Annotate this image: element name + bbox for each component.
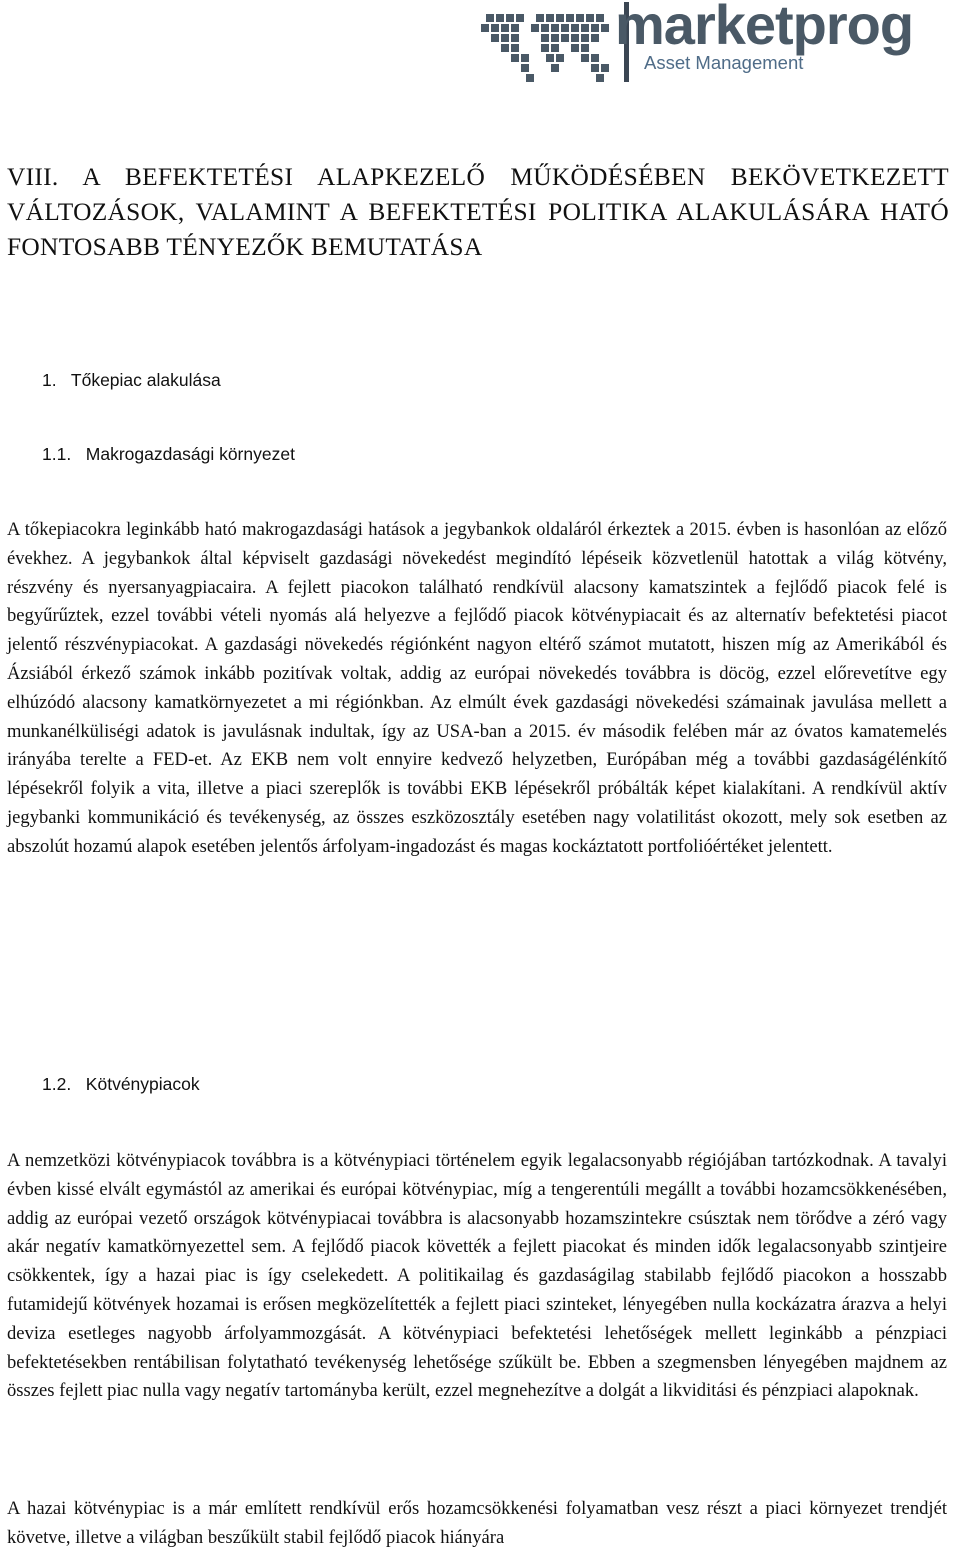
logo-subtitle: Asset Management (644, 52, 804, 73)
section-heading-1-1 (42, 444, 295, 465)
section-number: 1.2. (42, 1074, 72, 1094)
company-logo (478, 0, 956, 88)
paragraph-macro: A tőkepiacokra leginkább ható makrogazdasági hatások a jegybankok oldaláról érkeztek a 2015. évben is hasonlóan az előző évekhez. A jegybankok által képviselt gazdasági növekedést megindító lépéseik közvetlenül hatottak a világ kötvény, részvény és nyersanyagpiacaira. A fejlett piacokon található rendkívül alacsony kamatszintek a fejlődő piacok felé is begyűrűztek, ezzel további vételi nyomás alá helyezve a fejlődő piacok kötvénypiacait és az alternatív befektetési piacot jelentő részvénypiacokat. A gazdasági növekedés régiónként nagyon eltérő számot mutatott, hiszen míg az Amerikából és Ázsiából érkező számok inkább pozitívak voltak, addig az európai növekedés továbbra is döcög, ezzel előrevetítve egy elhúzódó alacsony kamatkörnyezetet a mi régiónkban. Az elmúlt évek gazdasági növekedési számainak javulása mellett a munkanélküliségi adatok is javulásnak indultak, így az USA-ban a 2015. év második felében már az óvatos kamatemelés irányába terelte a FED-et. Az EKB nem volt ennyire kedvező helyzetben, Európában még a további gazdaságélénkítő lépésekről folyik a vita, illetve a piaci szereplők is további EKB lépésekről próbálták képet kialakítani. A rendkívül aktív jegybanki kommunikáció és tevékenység, az összes eszközosztály esetében nagy volatilitást okozott, mely sok esetben az abszolút hozamú alapok esetében jelentős árfolyam-ingadozást és magas kockáztatott portfolióértéket jelentett. (7, 519, 947, 857)
paragraph-bonds: A nemzetközi kötvénypiacok továbbra is a kötvénypiaci történelem egyik legalacsonyabb régiójában tartózkodnak. A tavalyi évben kissé elvált egymástól az amerikai és európai kötvénypiac, míg a tengerentúli megállt a további hozamcsökkenésében, addig az európai vezető országok kötvénypiacai továbbra is alacsonyabb hozamszintekre csúsztak nem törődve a zéró vagy akár negatív kamatkörnyezettel sem. A fejlődő piacok követték a fejlett piacokat és minden idők legalacsonyabb szintjeire csökkentek, így a hazai piac is így cselekedett. A politikailag és gazdaságilag stabilabb fejlődő piacokon a hosszabb futamidejű kötvények hozamai is erősen megközelítették a fejlett piaci szinteket, lényegében nulla kockázatra árazva a helyi deviza esetleges nagyobb árfolyammozgását. A kötvénypiaci befektetési lehetőségek mellett leginkább a pénzpiaci befektetésekben rentábilisan folytatható tevékenység lehetősége szűkült be. Ebben a szegmensben lényegében majdnem az összes fejlett piac nulla vagy negatív tartományba került, ezzel megnehezítve a dolgát a likviditási és pénzpiaci alapoknak. (7, 1150, 947, 1402)
chapter-title: VIII. A BEFEKTETÉSI ALAPKEZELŐ MŰKÖDÉSÉBEN BEKÖVETKEZETT VÁLTOZÁSOK, VALAMINT A BEFEKTETÉSI POLITIKA ALAKULÁSÁRA HATÓ FONTOSABB TÉNYEZŐK BEMUTATÁSA (7, 163, 949, 261)
world-map-dots-icon (478, 0, 618, 88)
section-number: 1. (42, 370, 57, 390)
section-heading-1 (42, 370, 221, 391)
section-number: 1.1. (42, 444, 72, 464)
section-heading-1-2 (42, 1074, 200, 1095)
logo-wordmark: marketprog (615, 0, 914, 56)
section-title: Tőkepiac alakulása (70, 370, 221, 390)
section-title: Makrogazdasági környezet (85, 444, 295, 464)
paragraph-domestic: A hazai kötvénypiac is a már említett rendkívül erős hozamcsökkenési folyamatban vesz részt a piaci környezet trendjét követve, illetve a világban beszűkült stabil fejlődő piacok hiányára (7, 1498, 947, 1548)
section-title: Kötvénypiacok (85, 1074, 200, 1094)
chapter-heading-block (7, 160, 949, 265)
